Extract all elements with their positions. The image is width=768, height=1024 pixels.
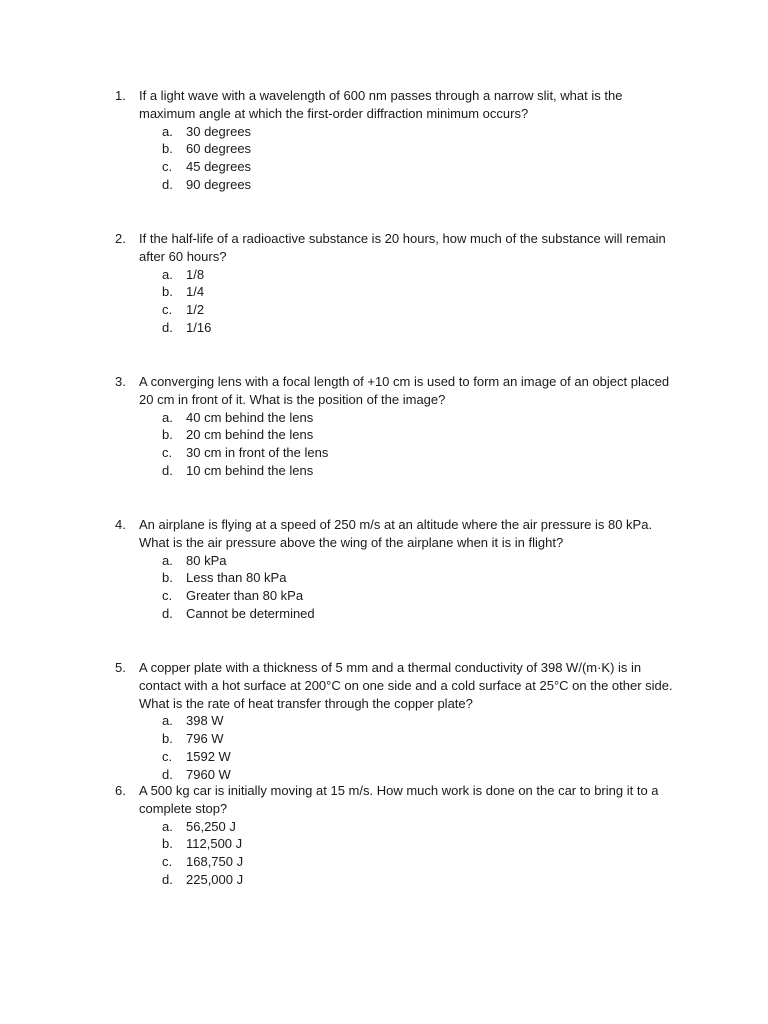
- option-text: Less than 80 kPa: [186, 570, 287, 586]
- option-letter: c.: [162, 159, 173, 175]
- option-list: [115, 552, 675, 623]
- option-a: [162, 552, 675, 570]
- option-letter: c.: [162, 588, 173, 604]
- option-letter: b.: [162, 731, 173, 747]
- option-letter: c.: [162, 854, 173, 870]
- option-letter: d.: [162, 319, 173, 335]
- option-text: 796 W: [186, 731, 224, 747]
- option-a: [162, 409, 675, 427]
- option-d: [162, 871, 675, 889]
- question-6: [115, 782, 675, 889]
- option-list: [115, 712, 675, 783]
- option-text: 10 cm behind the lens: [186, 462, 314, 478]
- option-list: [115, 409, 675, 480]
- question-number: 4.: [115, 517, 126, 532]
- option-letter: d.: [162, 871, 173, 887]
- option-d: [162, 176, 675, 194]
- option-letter: a.: [162, 266, 173, 282]
- option-list: [115, 818, 675, 889]
- question-text: A copper plate with a thickness of 5 mm and a thermal conductivity of 398 W/(m·K) is in contact with a hot surface at 200°C on one side and a cold surface at 25°C on the other side. What is the rate of heat transfer through the copper plate?: [139, 660, 673, 711]
- option-d: [162, 319, 675, 337]
- option-c: [162, 748, 675, 766]
- question-number: 3.: [115, 374, 126, 389]
- option-letter: d.: [162, 462, 173, 478]
- question-header: [115, 373, 675, 409]
- question-text: An airplane is flying at a speed of 250 m/s at an altitude where the air pressure is 80 kPa. What is the air pressure above the wing of the airplane when it is in flight?: [139, 517, 653, 550]
- option-list: [115, 266, 675, 337]
- question-5: [115, 659, 675, 784]
- option-text: 40 cm behind the lens: [186, 409, 314, 425]
- option-text: 112,500 J: [186, 836, 243, 852]
- option-letter: a.: [162, 409, 173, 425]
- option-text: 90 degrees: [186, 176, 252, 192]
- question-text: A 500 kg car is initially moving at 15 m/s. How much work is done on the car to bring it to a complete stop?: [139, 783, 659, 816]
- question-text: If the half-life of a radioactive substance is 20 hours, how much of the substance will remain after 60 hours?: [139, 231, 666, 264]
- option-a: [162, 818, 675, 836]
- option-d: [162, 766, 675, 784]
- question-header: [115, 230, 675, 266]
- question-3: [115, 373, 675, 480]
- option-letter: a.: [162, 818, 173, 834]
- option-letter: b.: [162, 570, 173, 586]
- option-text: 45 degrees: [186, 159, 252, 175]
- question-2: [115, 230, 675, 337]
- option-c: [162, 444, 675, 462]
- option-letter: b.: [162, 427, 173, 443]
- option-a: [162, 123, 675, 141]
- option-letter: c.: [162, 748, 173, 764]
- option-b: [162, 426, 675, 444]
- option-text: 30 degrees: [186, 123, 252, 139]
- question-header: [115, 782, 675, 818]
- question-number: 5.: [115, 660, 126, 675]
- option-letter: a.: [162, 123, 173, 139]
- option-text: 1/16: [186, 319, 212, 335]
- option-text: 1592 W: [186, 748, 231, 764]
- option-b: [162, 140, 675, 158]
- option-c: [162, 158, 675, 176]
- question-number: 2.: [115, 231, 126, 246]
- option-c: [162, 853, 675, 871]
- option-letter: b.: [162, 284, 173, 300]
- question-number: 6.: [115, 783, 126, 798]
- option-c: [162, 587, 675, 605]
- option-a: [162, 712, 675, 730]
- option-text: 60 degrees: [186, 141, 252, 157]
- option-letter: c.: [162, 302, 173, 318]
- option-text: 1/2: [186, 302, 205, 318]
- option-letter: c.: [162, 445, 173, 461]
- option-c: [162, 301, 675, 319]
- option-letter: b.: [162, 836, 173, 852]
- option-text: 7960 W: [186, 766, 231, 782]
- option-d: [162, 605, 675, 623]
- question-header: [115, 659, 675, 712]
- option-letter: a.: [162, 552, 173, 568]
- option-b: [162, 730, 675, 748]
- option-text: 168,750 J: [186, 854, 244, 870]
- question-number: 1.: [115, 88, 126, 103]
- option-letter: a.: [162, 713, 173, 729]
- option-text: 1/4: [186, 284, 205, 300]
- option-b: [162, 835, 675, 853]
- option-letter: d.: [162, 766, 173, 782]
- option-letter: d.: [162, 176, 173, 192]
- question-4: [115, 516, 675, 623]
- question-text: A converging lens with a focal length of +10 cm is used to form an image of an object placed 20 cm in front of it. What is the position of the image?: [139, 374, 670, 407]
- option-letter: b.: [162, 141, 173, 157]
- option-a: [162, 266, 675, 284]
- question-header: [115, 87, 675, 123]
- question-header: [115, 516, 675, 552]
- option-text: Greater than 80 kPa: [186, 588, 304, 604]
- option-b: [162, 569, 675, 587]
- question-1: [115, 87, 675, 194]
- option-text: 30 cm in front of the lens: [186, 445, 329, 461]
- option-text: 56,250 J: [186, 818, 236, 834]
- option-text: 225,000 J: [186, 871, 244, 887]
- option-text: 398 W: [186, 713, 224, 729]
- option-d: [162, 462, 675, 480]
- option-letter: d.: [162, 605, 173, 621]
- option-text: 1/8: [186, 266, 205, 282]
- option-b: [162, 283, 675, 301]
- option-text: 20 cm behind the lens: [186, 427, 314, 443]
- option-text: Cannot be determined: [186, 605, 315, 621]
- option-list: [115, 123, 675, 194]
- option-text: 80 kPa: [186, 552, 227, 568]
- question-text: If a light wave with a wavelength of 600 nm passes through a narrow slit, what is the maximum angle at which the first-order diffraction minimum occurs?: [139, 88, 623, 121]
